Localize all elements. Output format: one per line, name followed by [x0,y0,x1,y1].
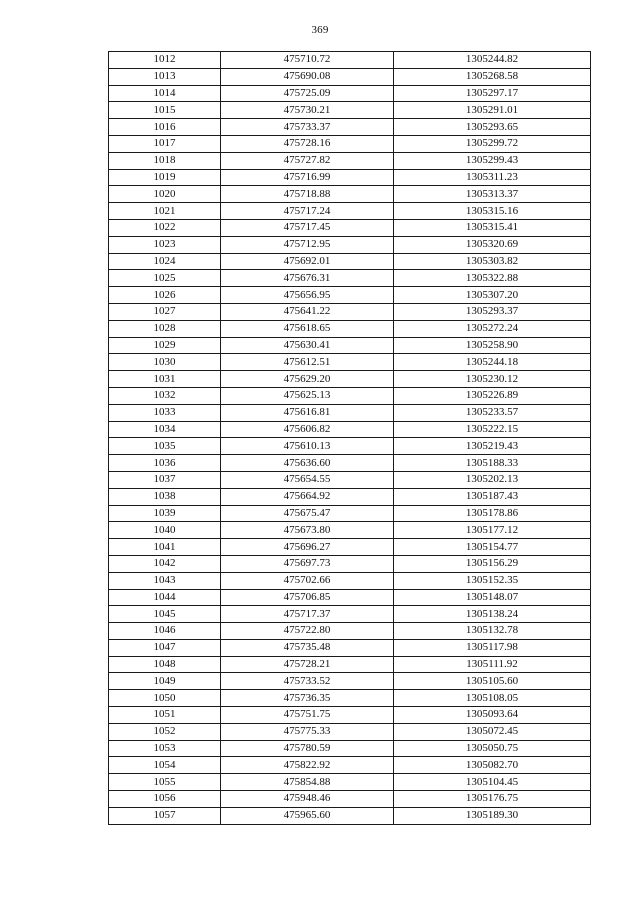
y-coordinate-cell: 1305233.57 [394,404,591,421]
point-number-cell: 1039 [109,505,221,522]
table-row [109,606,591,623]
table-row [109,387,591,404]
x-coordinate-cell: 475656.95 [221,287,394,304]
x-coordinate-cell: 475716.99 [221,169,394,186]
y-coordinate-cell: 1305315.16 [394,203,591,220]
table-row [109,337,591,354]
point-number-cell: 1046 [109,623,221,640]
point-number-cell: 1053 [109,740,221,757]
point-number-cell: 1047 [109,639,221,656]
x-coordinate-cell: 475706.85 [221,589,394,606]
x-coordinate-cell: 475676.31 [221,270,394,287]
x-coordinate-cell: 475636.60 [221,455,394,472]
coordinates-table [108,51,591,825]
y-coordinate-cell: 1305132.78 [394,623,591,640]
x-coordinate-cell: 475697.73 [221,555,394,572]
table-row [109,438,591,455]
x-coordinate-cell: 475717.37 [221,606,394,623]
y-coordinate-cell: 1305152.35 [394,572,591,589]
table-row [109,471,591,488]
y-coordinate-cell: 1305293.65 [394,119,591,136]
point-number-cell: 1052 [109,723,221,740]
table-row [109,371,591,388]
table-row [109,623,591,640]
point-number-cell: 1035 [109,438,221,455]
x-coordinate-cell: 475717.24 [221,203,394,220]
y-coordinate-cell: 1305291.01 [394,102,591,119]
x-coordinate-cell: 475733.52 [221,673,394,690]
point-number-cell: 1042 [109,555,221,572]
x-coordinate-cell: 475673.80 [221,522,394,539]
point-number-cell: 1015 [109,102,221,119]
point-number-cell: 1044 [109,589,221,606]
table-row [109,656,591,673]
point-number-cell: 1033 [109,404,221,421]
table-row [109,455,591,472]
table-body [109,52,591,825]
y-coordinate-cell: 1305322.88 [394,270,591,287]
point-number-cell: 1030 [109,354,221,371]
y-coordinate-cell: 1305105.60 [394,673,591,690]
y-coordinate-cell: 1305108.05 [394,690,591,707]
table-row [109,740,591,757]
y-coordinate-cell: 1305297.17 [394,85,591,102]
x-coordinate-cell: 475733.37 [221,119,394,136]
point-number-cell: 1049 [109,673,221,690]
y-coordinate-cell: 1305244.18 [394,354,591,371]
table-row [109,203,591,220]
y-coordinate-cell: 1305156.29 [394,555,591,572]
y-coordinate-cell: 1305293.37 [394,303,591,320]
table-row [109,589,591,606]
table-row [109,505,591,522]
table-row [109,539,591,556]
point-number-cell: 1031 [109,371,221,388]
y-coordinate-cell: 1305219.43 [394,438,591,455]
y-coordinate-cell: 1305272.24 [394,320,591,337]
table-row [109,354,591,371]
y-coordinate-cell: 1305303.82 [394,253,591,270]
point-number-cell: 1029 [109,337,221,354]
point-number-cell: 1051 [109,707,221,724]
table-row [109,555,591,572]
x-coordinate-cell: 475630.41 [221,337,394,354]
point-number-cell: 1054 [109,757,221,774]
x-coordinate-cell: 475722.80 [221,623,394,640]
x-coordinate-cell: 475775.33 [221,723,394,740]
table-row [109,774,591,791]
point-number-cell: 1055 [109,774,221,791]
table-row [109,270,591,287]
x-coordinate-cell: 475625.13 [221,387,394,404]
table-row [109,102,591,119]
x-coordinate-cell: 475606.82 [221,421,394,438]
x-coordinate-cell: 475965.60 [221,807,394,824]
table-row [109,320,591,337]
table-row [109,169,591,186]
x-coordinate-cell: 475822.92 [221,757,394,774]
y-coordinate-cell: 1305320.69 [394,236,591,253]
table-row [109,287,591,304]
y-coordinate-cell: 1305313.37 [394,186,591,203]
y-coordinate-cell: 1305050.75 [394,740,591,757]
y-coordinate-cell: 1305178.86 [394,505,591,522]
y-coordinate-cell: 1305307.20 [394,287,591,304]
table-row [109,639,591,656]
table-row [109,186,591,203]
point-number-cell: 1036 [109,455,221,472]
x-coordinate-cell: 475854.88 [221,774,394,791]
point-number-cell: 1019 [109,169,221,186]
point-number-cell: 1043 [109,572,221,589]
table-row [109,673,591,690]
point-number-cell: 1025 [109,270,221,287]
x-coordinate-cell: 475612.51 [221,354,394,371]
table-row [109,791,591,808]
point-number-cell: 1026 [109,287,221,304]
x-coordinate-cell: 475696.27 [221,539,394,556]
x-coordinate-cell: 475712.95 [221,236,394,253]
y-coordinate-cell: 1305177.12 [394,522,591,539]
y-coordinate-cell: 1305187.43 [394,488,591,505]
x-coordinate-cell: 475718.88 [221,186,394,203]
y-coordinate-cell: 1305104.45 [394,774,591,791]
point-number-cell: 1057 [109,807,221,824]
table-row [109,253,591,270]
y-coordinate-cell: 1305111.92 [394,656,591,673]
y-coordinate-cell: 1305222.15 [394,421,591,438]
table-row [109,807,591,824]
point-number-cell: 1028 [109,320,221,337]
point-number-cell: 1040 [109,522,221,539]
x-coordinate-cell: 475618.65 [221,320,394,337]
x-coordinate-cell: 475610.13 [221,438,394,455]
y-coordinate-cell: 1305082.70 [394,757,591,774]
y-coordinate-cell: 1305202.13 [394,471,591,488]
y-coordinate-cell: 1305258.90 [394,337,591,354]
point-number-cell: 1050 [109,690,221,707]
table-row [109,52,591,69]
y-coordinate-cell: 1305189.30 [394,807,591,824]
x-coordinate-cell: 475728.16 [221,135,394,152]
y-coordinate-cell: 1305117.98 [394,639,591,656]
point-number-cell: 1034 [109,421,221,438]
y-coordinate-cell: 1305072.45 [394,723,591,740]
point-number-cell: 1023 [109,236,221,253]
y-coordinate-cell: 1305188.33 [394,455,591,472]
y-coordinate-cell: 1305230.12 [394,371,591,388]
y-coordinate-cell: 1305299.43 [394,152,591,169]
point-number-cell: 1017 [109,135,221,152]
y-coordinate-cell: 1305154.77 [394,539,591,556]
table-row [109,404,591,421]
y-coordinate-cell: 1305138.24 [394,606,591,623]
x-coordinate-cell: 475675.47 [221,505,394,522]
y-coordinate-cell: 1305268.58 [394,68,591,85]
point-number-cell: 1027 [109,303,221,320]
point-number-cell: 1016 [109,119,221,136]
y-coordinate-cell: 1305226.89 [394,387,591,404]
x-coordinate-cell: 475948.46 [221,791,394,808]
x-coordinate-cell: 475641.22 [221,303,394,320]
table-row [109,488,591,505]
table-row [109,135,591,152]
point-number-cell: 1014 [109,85,221,102]
x-coordinate-cell: 475736.35 [221,690,394,707]
point-number-cell: 1020 [109,186,221,203]
table-row [109,757,591,774]
table-row [109,421,591,438]
page-number: 369 [311,24,329,36]
table-row [109,219,591,236]
x-coordinate-cell: 475727.82 [221,152,394,169]
point-number-cell: 1048 [109,656,221,673]
x-coordinate-cell: 475690.08 [221,68,394,85]
table-row [109,119,591,136]
y-coordinate-cell: 1305244.82 [394,52,591,69]
x-coordinate-cell: 475725.09 [221,85,394,102]
point-number-cell: 1038 [109,488,221,505]
x-coordinate-cell: 475654.55 [221,471,394,488]
x-coordinate-cell: 475710.72 [221,52,394,69]
x-coordinate-cell: 475751.75 [221,707,394,724]
table-row [109,152,591,169]
x-coordinate-cell: 475702.66 [221,572,394,589]
y-coordinate-cell: 1305299.72 [394,135,591,152]
table-row [109,707,591,724]
table-row [109,68,591,85]
table-row [109,522,591,539]
x-coordinate-cell: 475780.59 [221,740,394,757]
table-row [109,303,591,320]
point-number-cell: 1018 [109,152,221,169]
point-number-cell: 1024 [109,253,221,270]
table-row [109,85,591,102]
x-coordinate-cell: 475664.92 [221,488,394,505]
point-number-cell: 1012 [109,52,221,69]
y-coordinate-cell: 1305315.41 [394,219,591,236]
point-number-cell: 1041 [109,539,221,556]
point-number-cell: 1022 [109,219,221,236]
y-coordinate-cell: 1305093.64 [394,707,591,724]
x-coordinate-cell: 475616.81 [221,404,394,421]
x-coordinate-cell: 475735.48 [221,639,394,656]
table-row [109,690,591,707]
table-row [109,572,591,589]
x-coordinate-cell: 475730.21 [221,102,394,119]
x-coordinate-cell: 475717.45 [221,219,394,236]
y-coordinate-cell: 1305311.23 [394,169,591,186]
y-coordinate-cell: 1305148.07 [394,589,591,606]
table-row [109,236,591,253]
point-number-cell: 1013 [109,68,221,85]
point-number-cell: 1021 [109,203,221,220]
table-row [109,723,591,740]
x-coordinate-cell: 475728.21 [221,656,394,673]
point-number-cell: 1045 [109,606,221,623]
y-coordinate-cell: 1305176.75 [394,791,591,808]
point-number-cell: 1056 [109,791,221,808]
point-number-cell: 1037 [109,471,221,488]
x-coordinate-cell: 475629.20 [221,371,394,388]
point-number-cell: 1032 [109,387,221,404]
x-coordinate-cell: 475692.01 [221,253,394,270]
